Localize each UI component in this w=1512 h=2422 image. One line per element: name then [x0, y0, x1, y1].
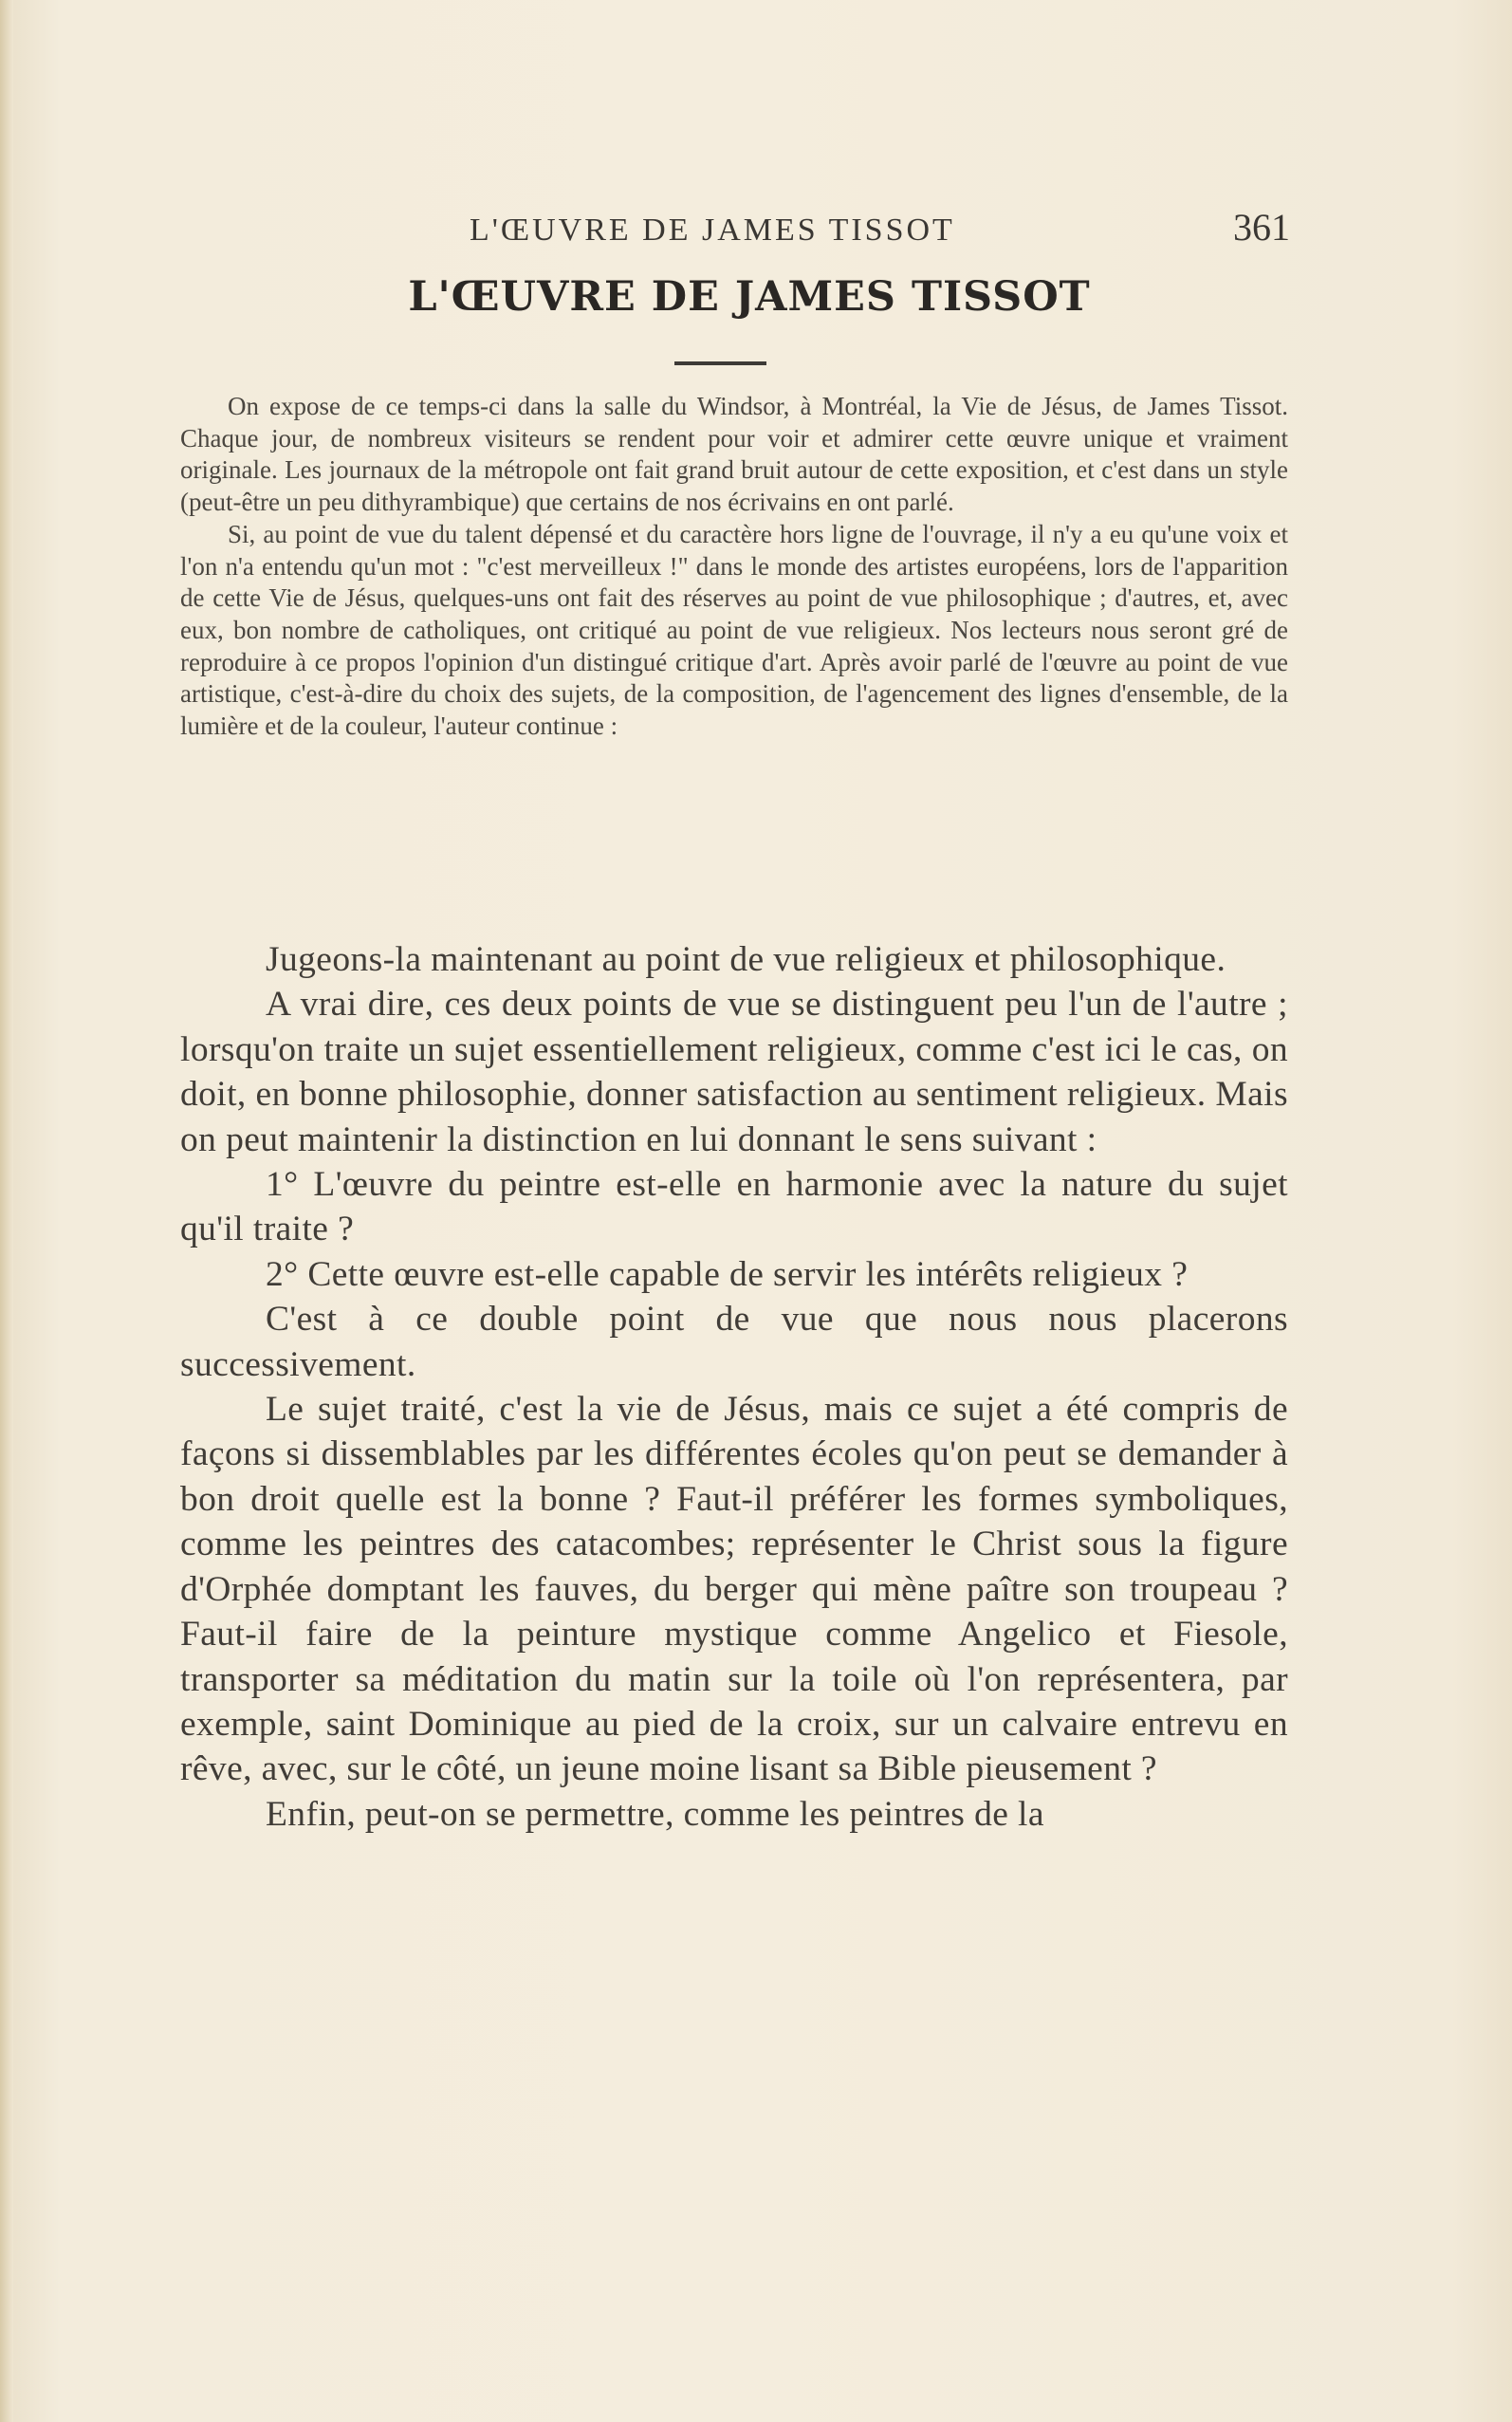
- body-paragraph: Le sujet traité, c'est la vie de Jésus, mais ce sujet a été compris de façons si dissemblables par les différentes écoles qu'on peut se demander à bon droit quelle est la bonne ? Faut-il préférer les formes symboliques, comme les peintres des catacombes; représenter le Christ sous la figure d'Orphée domptant les fauves, du berger qui mène paître son troupeau ? Faut-il faire de la peinture mystique comme Angelico et Fiesole, transporter sa méditation du matin sur la toile où l'on représentera, par exemple, saint Dominique au pied de la croix, sur un calvaire entrevu en rêve, avec, sur le côté, un jeune moine lisant sa Bible pieusement ?: [180, 1390, 1288, 1789]
- body-paragraph: 2° Cette œuvre est-elle capable de servir les intérêts religieux ?: [266, 1254, 1189, 1294]
- running-head: [180, 206, 1318, 256]
- running-head-title: L'ŒUVRE DE JAMES TISSOT: [470, 213, 955, 248]
- intro-paragraph: On expose de ce temps-ci dans la salle du Windsor, à Montréal, la Vie de Jésus, de James Tissot. Chaque jour, de nombreux visiteurs se rendent pour voir et admirer cette œuvre unique et vraiment originale. Les journaux de la métropole ont fait grand bruit autour de cette exposition, et c'est dans un style (peut-être un peu dithyrambique) que certains de nos écrivains en ont parlé.: [180, 392, 1288, 517]
- page-spine-shadow: [0, 0, 13, 2422]
- body-text: [180, 937, 1288, 1837]
- article-title: L'ŒUVRE DE JAMES TISSOT: [408, 273, 1091, 321]
- body-paragraph: 1° L'œuvre du peintre est-elle en harmonie avec la nature du sujet qu'il traite ?: [180, 1165, 1288, 1249]
- body-paragraph: Enfin, peut-on se permettre, comme les peintres de la: [266, 1794, 1044, 1834]
- body-paragraph: Jugeons-la maintenant au point de vue religieux et philosophique.: [266, 940, 1226, 979]
- page-number: 361: [1233, 206, 1290, 249]
- title-rule: [674, 361, 766, 365]
- intro-section: [180, 391, 1288, 743]
- intro-paragraph: Si, au point de vue du talent dépensé et du caractère hors ligne de l'ouvrage, il n'y a eu qu'une voix et l'on n'a entendu qu'un mot : "c'est merveilleux !" dans le monde des artistes européens, lors de l'apparition de cette Vie de Jésus, quelques-uns ont fait des réserves au point de vue philosophique ; d'autres, et, avec eux, bon nombre de catholiques, ont critiqué au point de vue religieux. Nos lecteurs nous seront gré de reproduire à ce propos l'opinion d'un distingué critique d'art. Après avoir parlé de l'œuvre au point de vue artistique, c'est-à-dire du choix des sujets, de la composition, de l'agencement des lignes d'ensemble, de la lumière et de la couleur, l'auteur continue :: [180, 519, 1288, 741]
- body-paragraph: A vrai dire, ces deux points de vue se distinguent peu l'un de l'autre ; lorsqu'on traite un sujet essentiellement religieux, comme c'est ici le cas, on doit, en bonne philosophie, donner satisfaction au sentiment religieux. Mais on peut maintenir la distinction en lui donnant le sens suivant :: [180, 985, 1288, 1159]
- body-paragraph: C'est à ce double point de vue que nous nous placerons successivement.: [180, 1300, 1288, 1384]
